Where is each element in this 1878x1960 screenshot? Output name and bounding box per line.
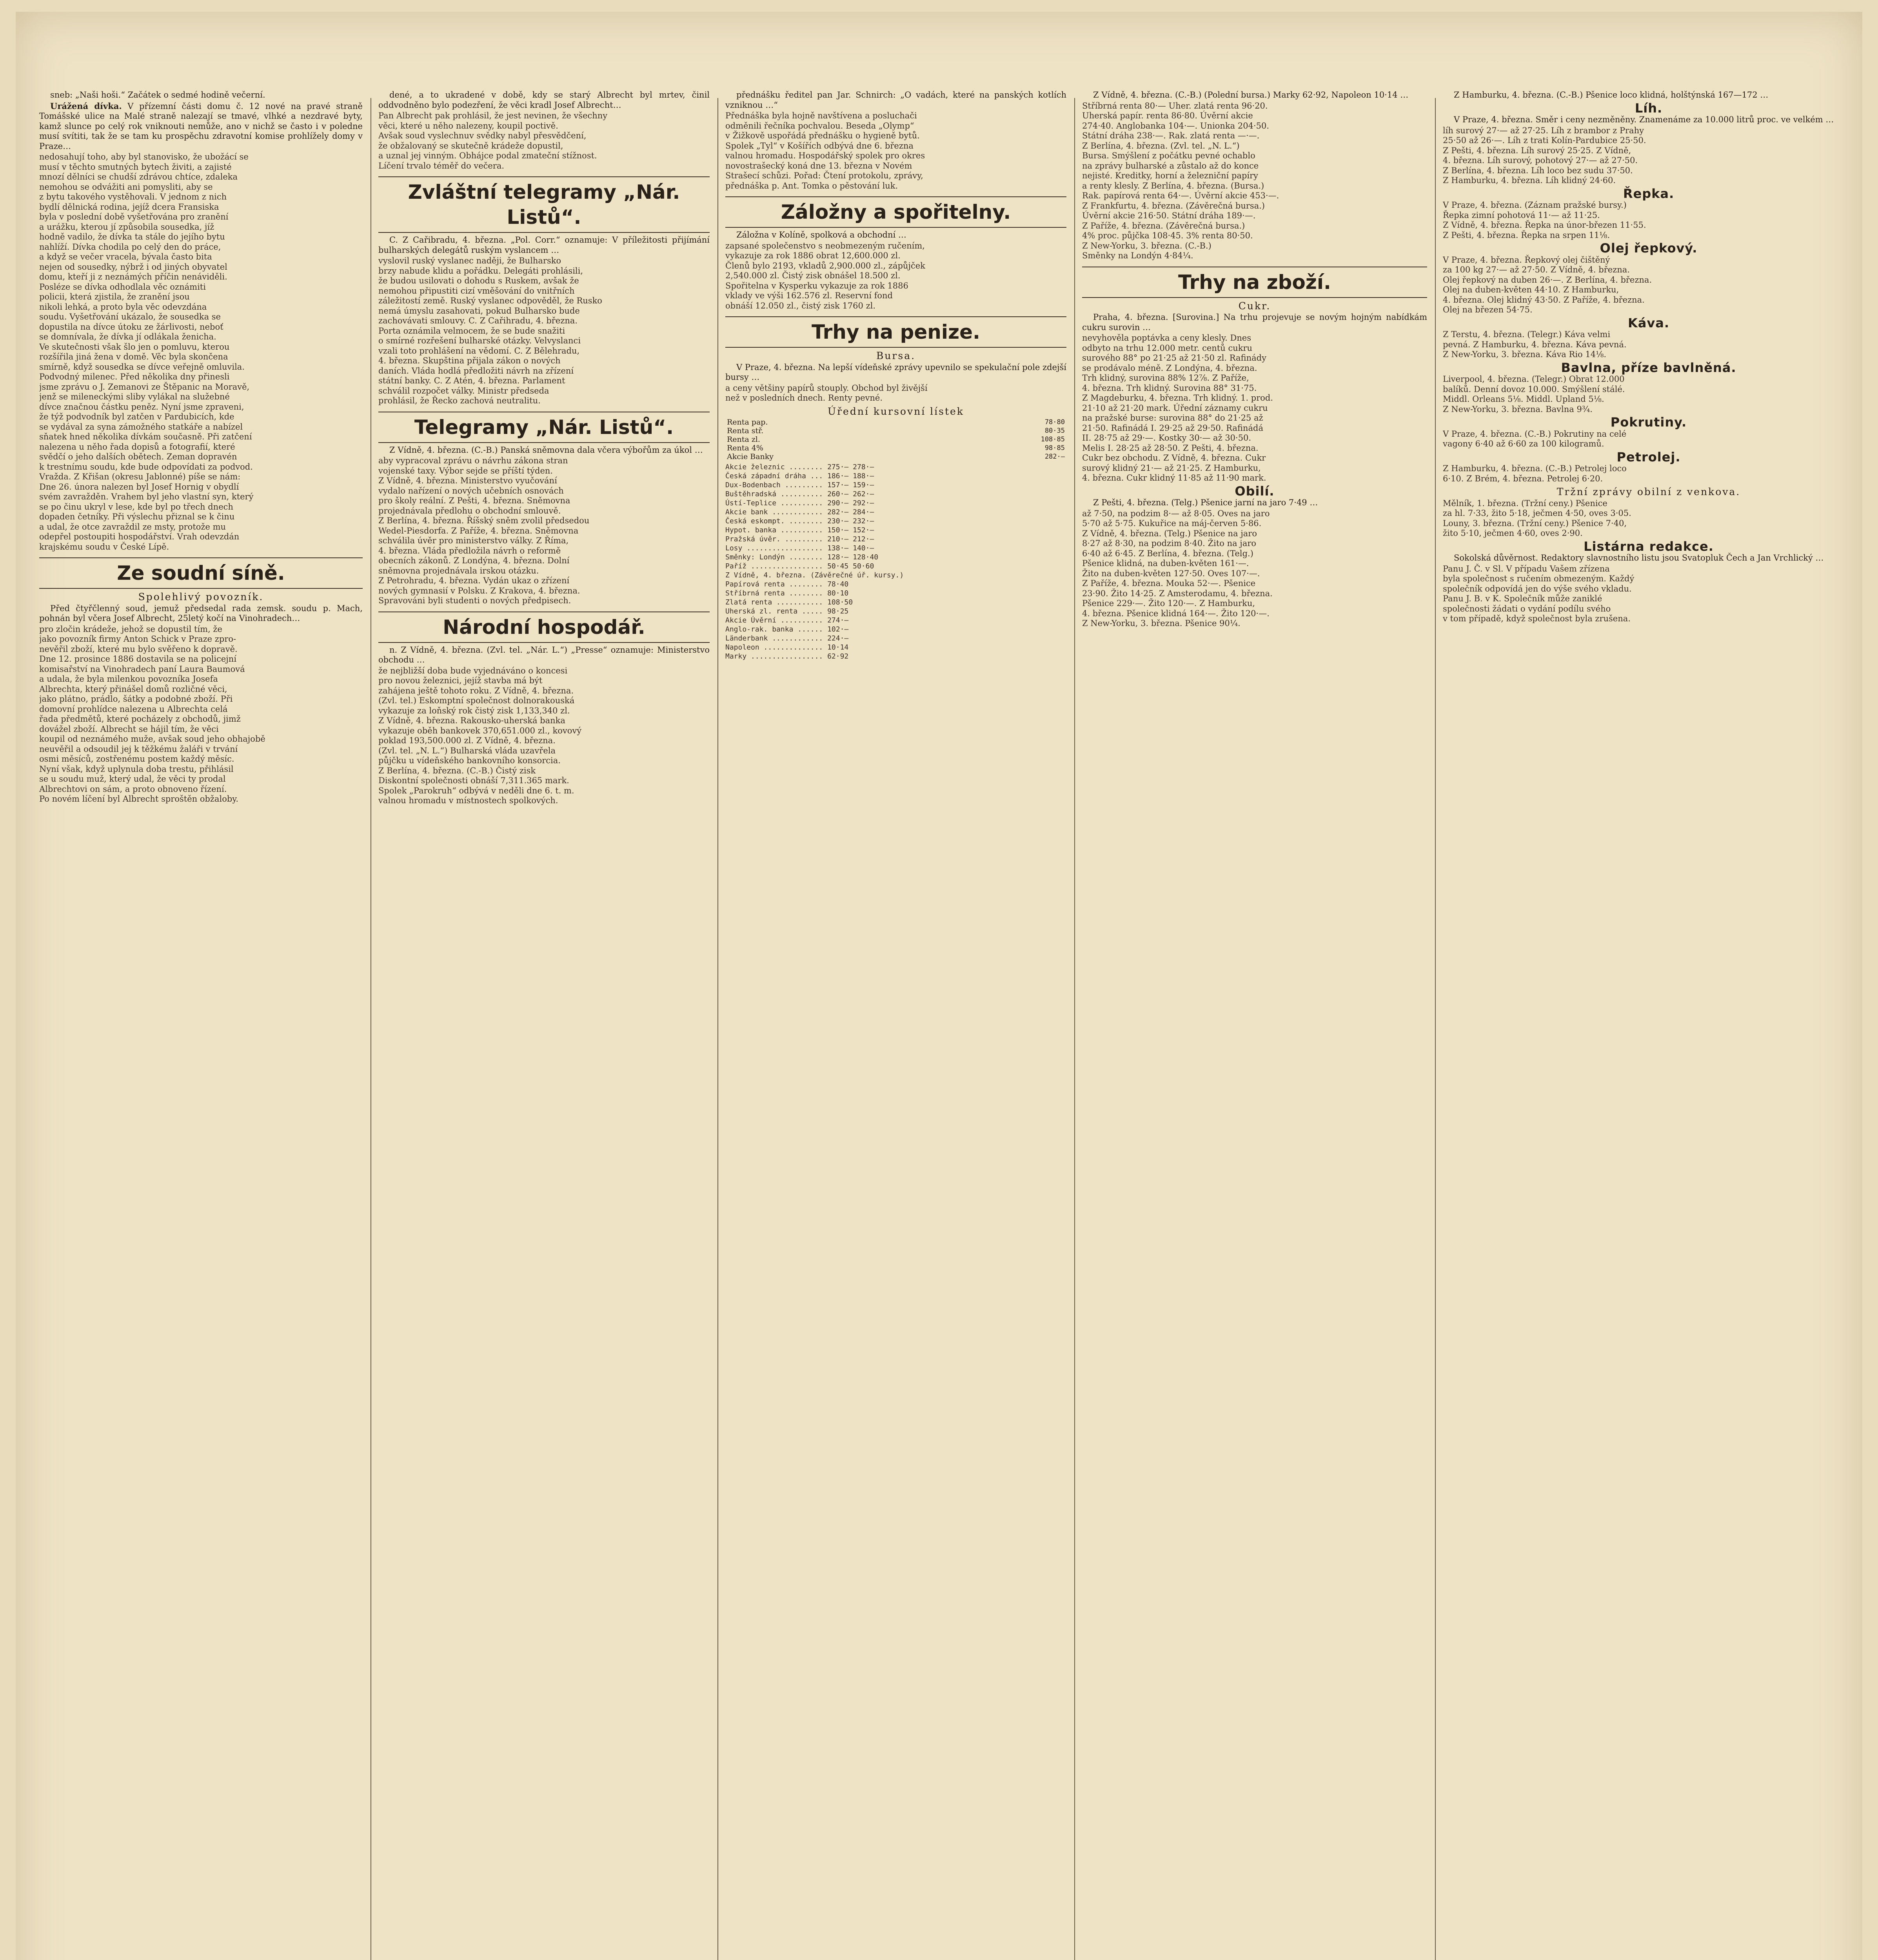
section-heading-court: Ze soudní síně. — [39, 557, 363, 589]
grain-text: Z Pešti, 4. března. (Telg.) Pšenice jarní na jaro 7·49 … — [1093, 498, 1318, 507]
spirit-text: V Praze, 4. března. Směr i ceny nezměněny. Znamenáme za 10.000 litrů proc. ve velkém … — [1454, 115, 1834, 124]
editor-text: Sokolská důvěrnost. Redaktory slavnostního listu jsou Svatopluk Čech a Jan Vrchlický … — [1454, 553, 1824, 563]
subheading-bourse: Bursa. — [876, 350, 916, 361]
text-block: až 7·50, na podzim 8·— až 8·05. Oves na jaro 5·70 až 5·75. Kukuřice na máj-červen 5·86. Z Vídně, 4. března. (Telg.) Pšenice na jaro 8·27 až 8·30, na podzim 8·40. Žito na jaro 6·40 až 6·45. Z Berlína, 4. března. (Telg.) Pšenice klidná, na duben-květen 161·—. Žito na duben-květen 127·50. Oves 107·—. Z Paříže, 4. března. Mouka 52·—. Pšenice 23·90. Žito 14·25. Z Amsterodamu, 4. března. Pšenice 229·—. Žito 120·—. Z Hamburku, 4. března. Pšenice klidná 164·—. Žito 120·—. Z New-Yorku, 3. března. Pšenice 90¼. — [1082, 508, 1273, 628]
section-heading-rapeseed: Řepka. — [1623, 186, 1675, 201]
table-row: Renta stř. 80·35 — [727, 426, 1065, 435]
section-heading-money-markets: Trhy na penize. — [725, 316, 1066, 348]
column-2 — [378, 90, 710, 1960]
section-heading-country-grain: Tržní zprávy obilní z venkova. — [1557, 486, 1741, 497]
column-5 — [1443, 90, 1854, 1960]
text-block: Panu J. Č. v Sl. V případu Vašem zřízena byla společnost s ručením obmezeným. Každý společník odpovídá jen do výše svého vkladu. Panu J. B. v K. Společník může zaniklé společnosti žádati o vydání podílu svého v tom případě, když společnost byla zrušena. — [1443, 564, 1635, 623]
text-block: Z Hamburku, 4. března. (C.-B.) Petrolej loco 6·10. Z Brém, 4. března. Petrolej 6·20. — [1443, 464, 1627, 483]
section-heading-telegrams: Telegramy „Nár. Listů“. — [378, 412, 710, 443]
section-heading-special-telegrams: Zvláštní telegramy „Nár. Listů“. — [378, 176, 710, 233]
table-title: Úřední kursovní lístek — [828, 405, 964, 417]
text-block: Z Terstu, 4. března. (Telegr.) Káva velmi pevná. Z Hamburku, 4. března. Káva pevná. Z New-Yorku, 3. března. Káva Rio 14⅛. — [1443, 330, 1627, 359]
column-2-top: dené, a to ukradené v době, kdy se starý Albrecht byl mrtev, činil oddvodněno bylo podezření, že věci kradl Josef Albrecht… — [378, 90, 710, 110]
table-row: Akcie Banky 282·— — [727, 452, 1065, 461]
table-row: Renta 4% 98·85 — [727, 444, 1065, 452]
table-row: Renta pap. 78·80 — [727, 418, 1065, 426]
article-text: V přízemní části domu č. 12 nové na pravé straně Tomášské ulice na Malé straně nalezají se tmavé, vlhké a nezdravé byty, kamž slunce po celý rok vniknouti nemůže, ano v nichž se často i v poledne musí svítiti, tak že se tam ku prospěchu zdravotní komise prohlížely domy v Praze… — [39, 101, 363, 151]
text-block: vyslovil ruský vyslanec naději, že Bulharsko brzy nabude klidu a pořádku. Delegáti prohlásili, že budou usilovati o dohodu s Ruskem, avšak že nemohou připustiti cizí vměšování do vnitřních záležitostí země. Ruský vyslanec odpověděl, že Rusko nemá úmyslu zasahovati, pokud Bulharsko bude zachovávati smlouvy. C. Z Cařihradu, 4. března. Porta oznámila velmocem, že se bude snažiti o smírné rozřešení bulharské otázky. Velvyslanci vzali toto prohlášení na vědomí. C. Z Bělehradu, 4. března. Skupština přijala zákon o nových daních. Vláda hodlá předložiti návrh na zřízení státní banky. C. Z Atén, 4. března. Parlament schválil rozpočet války. Ministr předseda prohlásil, že Řecko zachová neutralitu. — [378, 256, 602, 405]
section-heading-coffee: Káva. — [1628, 315, 1669, 330]
section-heading-rapeseed-oil: Olej řepkový. — [1600, 241, 1698, 256]
text-block: líh surový 27·— až 27·25. Líh z brambor z Prahy 25·50 až 26·—. Líh z trati Kolín-Pardubice 25·50. Z Pešti, 4. března. Líh surový 25·25. Z Vídně, 4. března. Líh surový, pohotový 27·— až 27·50. Z Berlína, 4. března. Líh loco bez sudu 37·50. Z Hamburku, 4. března. Líh klidný 24·60. — [1443, 125, 1646, 185]
savings-text: Záložna v Kolíně, spolková a obchodní … — [736, 230, 906, 240]
column-1-opening: sneb: „Naši hoši.“ Začátek o sedmé hodině večerní. — [50, 90, 265, 100]
telegram-2: Z Vídně, 4. března. (C.-B.) Panská sněmovna dala včera výbořům za úkol … — [389, 445, 703, 455]
text-block: Pan Albrecht pak prohlásil, že jest nevinen, že všechny věci, které u něho nalezeny, koupil poctivě. Avšak soud vyslechnuv svědky nabyl přesvědčení, že obžalovaný se skutečně krádeže dopustil, a uznal jej vinným. Obhájce podal zmateční stížnost. Líčení trvalo téměř do večera. — [378, 111, 608, 171]
text-block: zapsané společenstvo s neobmezeným ručením, vykazuje za rok 1886 obrat 12,600.000 zl. Členů bylo 2193, vkladů 2,900.000 zl., zápůjček 2,540.000 zl. Čistý zisk obnášel 18.500 zl. Spořitelna v Kysperku vykazuje za rok 1886 vklady ve výši 162.576 zl. Reservní fond obnáší 12.050 zl., čistý zisk 1760 zl. — [725, 241, 925, 310]
section-heading-savings: Záložny a spořitelny. — [725, 196, 1066, 228]
text-block: a ceny většiny papírů stouply. Obchod byl živější než v posledních dnech. Renty pevné. — [725, 383, 928, 403]
section-heading-oilcake: Pokrutiny. — [1610, 415, 1687, 430]
section-heading-cotton: Bavlna, příze bavlněná. — [1561, 360, 1736, 375]
column-4-top: Z Vídně, 4. března. (C.-B.) (Polední bursa.) Marky 62·92, Napoleon 10·14 … — [1093, 90, 1409, 100]
economy-text: n. Z Vídně, 4. března. (Zvl. tel. „Nár. L.“) „Presse“ oznamuje: Ministerstvo obchodu … — [378, 645, 710, 664]
subheading-carrier: Spolehlivý povozník. — [138, 591, 264, 603]
text-block: že nejbližší doba bude vyjednáváno o koncesi pro novou železnici, jejíž stavba má být zahájena ještě tohoto roku. Z Vídně, 4. března. (Zvl. tel.) Eskomptní společnost dolnorakouská vykazuje za loňský rok čistý zisk 1,133,340 zl. Z Vídně, 4. března. Rakousko-uherská banka vykazuje oběh bankovek 370,651.000 zl., kovový poklad 193,500.000 zl. Z Vídně, 4. března. (Zvl. tel. „N. L.“) Bulharská vláda uzavřela půjčku u vídeňského bankovního konsorcia. Z Berlína, 4. března. (C.-B.) Čistý zisk Diskontní společnosti obnáší 7,311.365 mark. Spolek „Parokruh“ odbývá v neděli dne 6. t. m. valnou hromadu v místnostech spolkových. — [378, 666, 582, 805]
subheading-sugar: Cukr. — [1238, 300, 1271, 312]
section-heading-economy: Národní hospodář. — [378, 612, 710, 643]
section-heading-grain: Obilí. — [1235, 483, 1275, 499]
bourse-intro: V Praze, 4. března. Na lepší vídeňské zprávy upevnilo se spekulační pole zdejší bursy … — [725, 362, 1066, 382]
column-1 — [39, 90, 363, 1960]
article-title: Urážená dívka. — [50, 101, 122, 111]
table-row: Renta zl. 108·85 — [727, 435, 1065, 444]
telegram-1: C. Z Cařibradu, 4. března. „Pol. Corr.“ oznamuje: V příležitosti přijímání bulharských delegátů ruským vyslancem … — [378, 235, 710, 255]
section-heading-editorial: Listárna redakce. — [1584, 539, 1714, 554]
quotes-table — [725, 418, 1066, 461]
text-block: V Praze, 4. března. (C.-B.) Pokrutiny na celé vagony 6·40 až 6·60 za 100 kilogramů. — [1443, 429, 1627, 448]
court-text: Před čtyřčlenný soud, jemuž předsedal rada zemsk. soudu p. Mach, pohnán byl včera Josef Albrecht, 25letý kočí na Vinohradech… — [39, 603, 363, 623]
text-block: Akcie železnic ........ 275·— 278·— Česká západní dráha ... 186·— 188·— Dux-Bodenbach ......... 157·— 159·— Buštěhradská .......... 260·— 262·— Ústí-Teplice .......... 290·— 292·— Akcie bank ............ 282·— 284·— Česká eskompt. ........ 230·— 232·— Hypot. banka .......... 150·— 152·— Pražská úvěr. ......... 210·— 212·— Losy .................. 138·— 140·— Směnky: Londýn ........ 128·— 128·40 Paříž ................. 50·45 50·60 Z Vídně, 4. března. (Závěrečné úř. kursy.) Papírová renta ........ 78·40 Stříbrná renta ........ 80·10 Zlatá renta ........... 108·50 Uherská zl. renta ..... 98·25 Akcie Úvěrní .......... 274·— Anglo-rak. banka ...... 102·— Länderbank ............ 224·— Napoleon .............. 10·14 Marky ................. 62·92 — [725, 463, 904, 661]
section-heading-spirit: Líh. — [1635, 100, 1663, 116]
text-block: V Praze, 4. března. (Záznam pražské bursy.) Řepka zimní pohotová 11·— až 11·25. Z Vídně, 4. března. Řepka na únor-březen 11·55. Z Pešti, 4. března. Řepka na srpen 11⅛. — [1443, 200, 1646, 240]
text-block: nedosahují toho, aby byl stanovisko, že ubožácí se musí v těchto smutných bytech živiti, a zajisté mnozí dělníci se chudší zdrávou chtíce, zdaleka nemohou se odvážiti ani pomysliti, aby se z bytu takového vystěhovali. V jednom z nich bydlí dělnická rodina, jejíž dcera Fransiska byla v poslední době vyšetřována pro zranění a urážku, kterou jí způsobila sousedka, jíž hodně vadilo, že dívka ta stále do jejího bytu nahlíží. Dívka chodila po celý den do práce, a když se večer vracela, bývala často bita nejen od sousedky, nýbrž i od jiných obyvatel domu, kteří ji z neznámých příčin nenáviděli. Posléze se dívka odhodlala věc oznámiti policii, která zjistila, že zranění jsou nikoli lehká, a proto byla věc odevzdána soudu. Vyšetřování ukázalo, že sousedka se dopustila na dívce útoku ze žárlivosti, neboť se domnívala, že dívka jí odlákala ženicha. Ve skutečnosti však šlo jen o pomluvu, kterou rozšířila jiná žena v domě. Věc byla skončena smírně, když sousedka se dívce veřejně omluvila. Podvodný milenec. Před několika dny přinesli jsme zprávu o J. Zemanovi ze Štěpanic na Moravě, jenž se mileneckými sliby vylákal na služebné dívce značnou částku peněz. Nyní jsme zpraveni, že týž podvodník byl zatčen v Pardubicích, kde se vydával za syna zámožného statkáře a nabízel sňatek hned několika dívkám současně. Při zatčení nalezena u něho řada dopisů a fotografií, které svědčí o jeho dalších obětech. Zeman dopravén k trestnímu soudu, kde bude odpovídati za podvod. Vražda. Z Křišan (okresu Jablonné) píše se nám: Dne 26. února nalezen byl Josef Hornig v obydlí svém zavražděn. Vrahem byl jeho vlastní syn, který se po činu ukryl v lese, kde byl po třech dnech dopaden četníky. Při výslechu přiznal se k činu a udal, že otce zavraždil ze msty, protože mu odepřel postoupiti hospodářství. Vrah odevzdán krajskému soudu v České Lípě. — [39, 152, 254, 552]
text-block: Stříbrná renta 80·— Uher. zlatá renta 96·20. Uherská papír. renta 86·80. Úvěrní akcie 274·40. Anglobanka 104·—. Unionka 204·50. Státní dráha 238·—. Rak. zlatá renta —·—. Z Berlína, 4. března. (Zvl. tel. „N. L.“) Bursa. Smýšlení z počátku pevné ochablo na zprávy bulharské a zůstalo až do konce nejisté. Kreditky, horní a železniční papíry a renty klesly. Z Berlína, 4. března. (Bursa.) Rak. papírová renta 64·—. Úvěrní akcie 453·—. Z Frankfurtu, 4. března. (Závěrečná bursa.) Úvěrní akcie 216·50. Státní dráha 189·—. Z Paříže, 4. března. (Závěrečná bursa.) 4% proc. půjčka 108·45. 3% renta 80·50. Z New-Yorku, 3. března. (C.-B.) Směnky na Londýn 4·84¼. — [1082, 101, 1279, 260]
newspaper-page — [16, 12, 1862, 1960]
sugar-text: Praha, 4. března. [Surovina.] Na trhu projevuje se novým hojným nabídkám cukru surovin … — [1082, 312, 1427, 332]
column-5-top: Z Hamburku, 4. března. (C.-B.) Pšenice loco klidná, holštýnská 167—172 … — [1454, 90, 1769, 100]
section-heading-commodity-markets: Trhy na zboží. — [1082, 267, 1427, 298]
column-3 — [725, 90, 1066, 1960]
column-4 — [1082, 90, 1427, 1960]
text-block: Liverpool, 4. března. (Telegr.) Obrat 12.000 balíků. Denní dovoz 10.000. Smýšlení stálé. Middl. Orleans 5⅛. Middl. Upland 5⅛. Z New-Yorku, 3. března. Bavlna 9¾. — [1443, 374, 1625, 414]
section-heading-petroleum: Petrolej. — [1616, 449, 1681, 465]
text-block: V Praze, 4. března. Řepkový olej čištěný za 100 kg 27·— až 27·50. Z Vídně, 4. března. Olej řepkový na duben 26·—. Z Berlína, 4. března. Olej na duben-květen 44·10. Z Hamburku, 4. března. Olej klidný 43·50. Z Paříže, 4. března. Olej na březen 54·75. — [1443, 255, 1652, 314]
column-3-top: přednášku ředitel pan Jar. Schnirch: „O vadách, které na panských kotlích vzniknou …“ — [725, 90, 1066, 110]
text-block: Mělník, 1. března. (Tržní ceny.) Pšenice za hl. 7·33, žito 5·18, ječmen 4·50, oves 3·05. Louny, 3. března. (Tržní ceny.) Pšenice 7·40, žito 5·10, ječmen 4·60, oves 2·90. — [1443, 498, 1631, 538]
text-block: aby vypracoval zprávu o návrhu zákona stran vojenské taxy. Výbor sejde se příští týden. Z Vídně, 4. března. Ministerstvo vyučování vydalo nařízení o nových učebních osnovách pro školy reální. Z Pešti, 4. března. Sněmovna projednávala předlohu o obchodní smlouvě. Z Berlína, 4. března. Říšský sněm zvolil předsedou Wedel-Piesdorfa. Z Paříže, 4. března. Sněmovna schválila úvěr pro ministerstvo války. Z Říma, 4. března. Vláda předložila návrh o reformě obecních zákonů. Z Londýna, 4. března. Dolní sněmovna projednávala irskou otázku. Z Petrohradu, 4. března. Vydán ukaz o zřízení nových gymnasií v Polsku. Z Krakova, 4. března. Spravováni byli studenti o nových předpisech. — [378, 456, 590, 605]
text-block: nevyhověla poptávka a ceny klesly. Dnes odbyto na trhu 12.000 metr. centů cukru surového 88° po 21·25 až 21·50 zl. Rafinády se prodávalo méně. Z Londýna, 4. března. Trh klidný, surovina 88% 12⅞. Z Paříže, 4. března. Trh klidný. Surovina 88° 31·75. Z Magdeburku, 4. března. Trh klidný. 1. prod. 21·10 až 21·20 mark. Úřední záznamy cukru na pražské burse: surovina 88° do 21·25 až 21·50. Rafinádá I. 29·25 až 29·50. Rafinádá II. 28·75 až 29·—. Kostky 30·— až 30·50. Melis I. 28·25 až 28·50. Z Pešti, 4. března. Cukr bez obchodu. Z Vídně, 4. března. Cukr surový klidný 21·— až 21·25. Z Hamburku, 4. března. Cukr klidný 11·85 až 11·90 mark. — [1082, 333, 1273, 483]
text-block: Přednáška byla hojně navštívena a posluchači odměnili řečníka pochvalou. Beseda „Olymp“ v Žižkově uspořádá přednášku o hygieně bytů. Spolek „Tyl“ v Košířích odbývá dne 6. března valnou hromadu. Hospodářský spolek pro okres novostrašecký koná dne 13. března v Novém Strašecí schůzi. Pořad: Čtení protokolu, zprávy, přednáška p. Ant. Tomka o pěstování luk. — [725, 111, 925, 191]
text-block: pro zločin krádeže, jehož se dopustil tím, že jako povozník firmy Anton Schick v Praze zpro- nevěřil zboží, které mu bylo svěřeno k dopravě. Dne 12. prosince 1886 dostavila se na policejní komisařství na Vinohradech paní Laura Baumová a udala, že byla milenkou povozníka Josefa Albrechta, který přinášel domů rozličné věci, jako plátno, prádlo, šátky a podobné zboží. Při domovní prohlídce nalezena u Albrechta celá řada předmětů, které pocházely z obchodů, jimž dovážel zboží. Albrecht se hájil tím, že věci koupil od neznámého muže, avšak soud jeho obhajobě neuvěřil a odsoudil jej k těžkému žaláři v trvání osmi měsíců, zostřenému postem každý měsíc. Nyní však, když uplynula doba trestu, přihlásil se u soudu muž, který udal, že věci ty prodal Albrechtovi on sám, a proto obnoveno řízení. Po novém líčení byl Albrecht sproštěn obžaloby. — [39, 624, 265, 804]
